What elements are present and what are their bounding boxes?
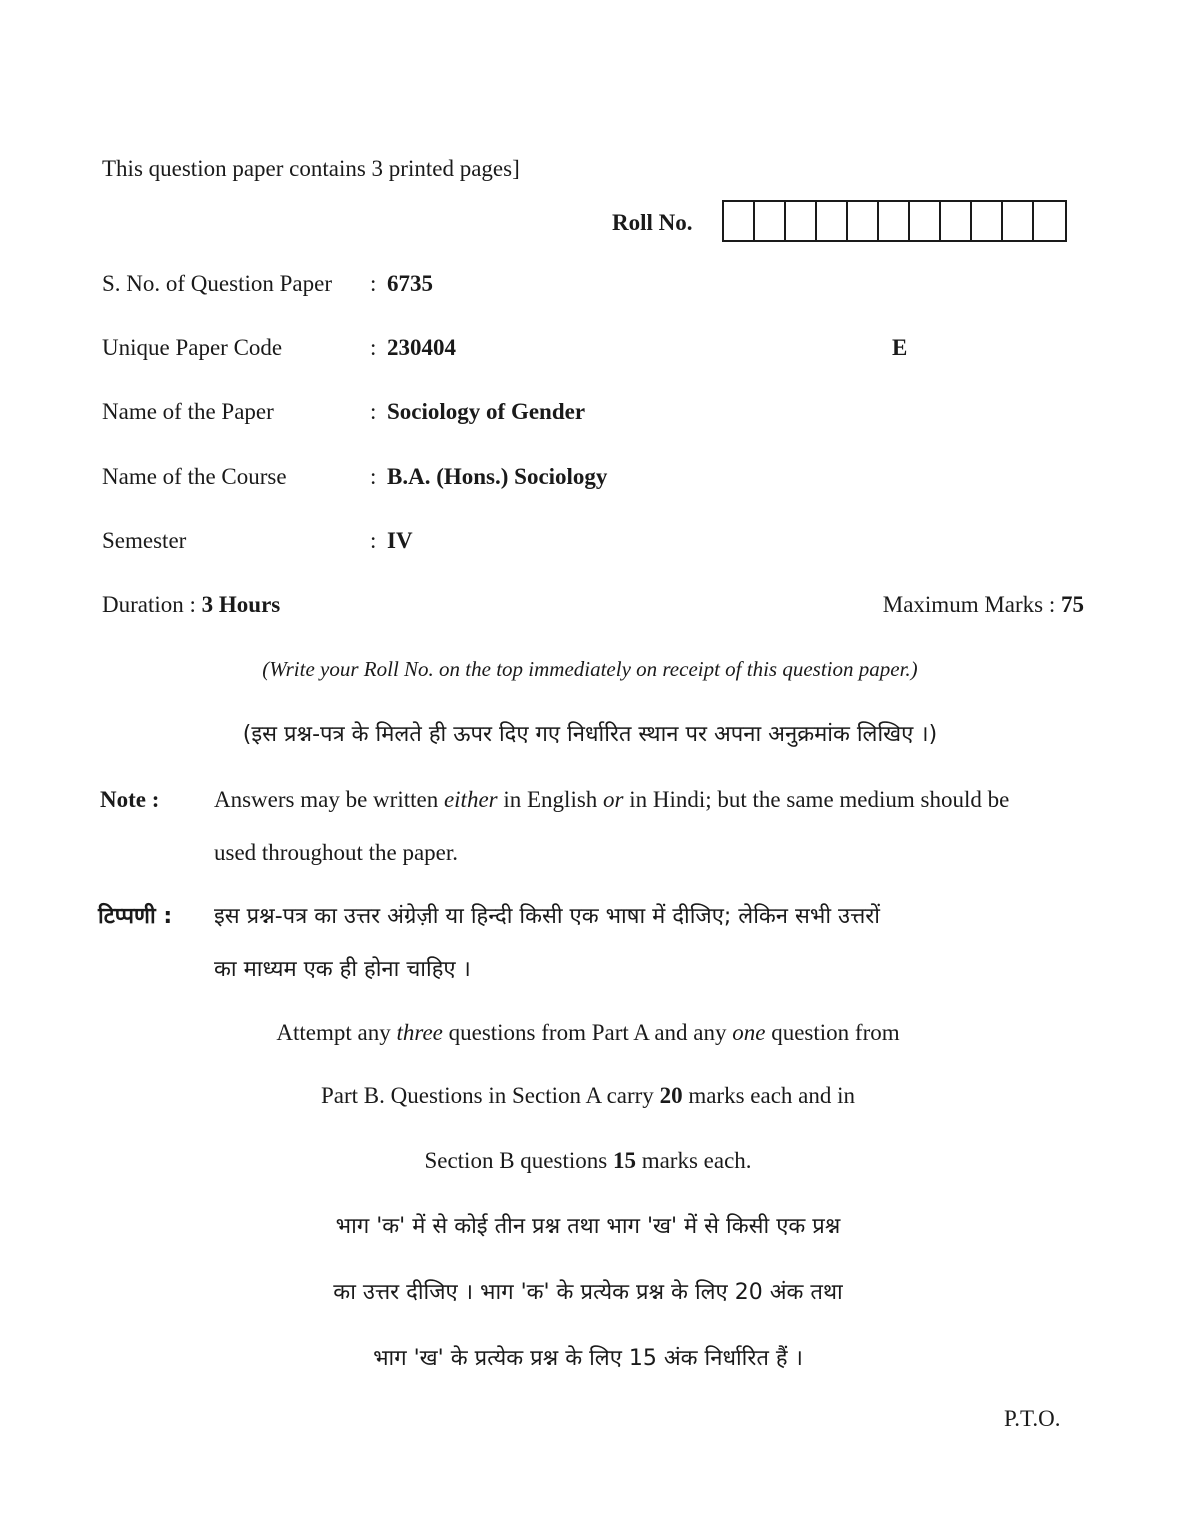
roll-no-digit-box[interactable] [817, 202, 848, 240]
sno-label: S. No. of Question Paper [102, 271, 332, 296]
roll-no-digit-box[interactable] [941, 202, 972, 240]
note-hindi-label: टिप्पणी : [98, 904, 173, 929]
attempt-line2 [0, 1083, 1176, 1109]
attempt-hindi-line2: का उत्तर दीजिए । भाग 'क' के प्रत्येक प्रश्न के लिए 20 अंक तथा [333, 1280, 843, 1305]
course-name-value: B.A. (Hons.) Sociology [387, 464, 608, 489]
roll-no-digit-box[interactable] [848, 202, 879, 240]
roll-no-digit-box[interactable] [910, 202, 941, 240]
roll-no-digit-box[interactable] [786, 202, 817, 240]
note-text: in Hindi; but the same medium should be [623, 787, 1010, 812]
attempt-text: Section B questions [424, 1148, 613, 1173]
note-text: in English [497, 787, 604, 812]
upc-value: 230404 [387, 335, 456, 360]
attempt-text: Part B. Questions in Section A carry [320, 1083, 660, 1108]
note-hindi-line2: का माध्यम एक ही होना चाहिए । [214, 957, 471, 982]
note-text: or [603, 787, 624, 812]
attempt-text: question from [765, 1020, 900, 1045]
roll-no-digit-box[interactable] [879, 202, 910, 240]
duration [102, 592, 280, 618]
attempt-text: one [732, 1020, 766, 1045]
semester-value: IV [387, 528, 413, 553]
roll-no-digit-box[interactable] [1003, 202, 1034, 240]
pto-marker: P.T.O. [1004, 1406, 1061, 1431]
attempt-hindi-line3: भाग 'ख' के प्रत्येक प्रश्न के लिए 15 अंक निर्धारित हैं । [373, 1346, 803, 1371]
paper-name-value: Sociology of Gender [387, 399, 586, 424]
attempt-text: 20 [659, 1083, 683, 1108]
sno-separator: : [370, 271, 377, 296]
note-english-line1 [214, 787, 1009, 813]
semester-separator: : [370, 528, 377, 553]
paper-name-separator: : [370, 399, 377, 424]
upc-label: Unique Paper Code [102, 335, 283, 360]
attempt-text: 15 [612, 1148, 636, 1173]
roll-no-label: Roll No. [612, 210, 693, 235]
pages-note: This question paper contains 3 printed pages] [102, 156, 520, 181]
sno-value: 6735 [387, 271, 433, 296]
attempt-text: questions from Part A and any [442, 1020, 733, 1045]
roll-no-digit-box[interactable] [755, 202, 786, 240]
note-text: Answers may be written [214, 787, 444, 812]
note-english-line2: used throughout the paper. [214, 840, 459, 865]
roll-no-digit-box[interactable] [724, 202, 755, 240]
roll-instruction-english: (Write your Roll No. on the top immediately on receipt of this question paper.) [262, 657, 918, 681]
course-name-label: Name of the Course [102, 464, 287, 489]
max-marks [883, 592, 1084, 618]
attempt-line1 [0, 1020, 1176, 1046]
roll-no-digit-box[interactable] [1034, 202, 1065, 240]
attempt-line3 [0, 1148, 1176, 1174]
duration-value: 3 Hours [201, 592, 281, 617]
max-marks-label: Maximum Marks : [882, 592, 1056, 617]
roll-no-boxes[interactable] [722, 200, 1067, 242]
paper-name-label: Name of the Paper [102, 399, 274, 424]
note-text: either [443, 787, 498, 812]
note-label: Note : [100, 787, 160, 812]
attempt-text: Attempt any [276, 1020, 397, 1045]
course-name-separator: : [370, 464, 377, 489]
max-marks-value: 75 [1061, 592, 1084, 617]
attempt-text: marks each and in [682, 1083, 855, 1108]
roll-no-digit-box[interactable] [972, 202, 1003, 240]
attempt-hindi-line1: भाग 'क' में से कोई तीन प्रश्न तथा भाग 'ख' में से किसी एक प्रश्न [335, 1214, 841, 1239]
semester-label: Semester [102, 528, 187, 553]
attempt-text: marks each. [635, 1148, 752, 1173]
roll-instruction-hindi: (इस प्रश्न-पत्र के मिलते ही ऊपर दिए गए निर्धारित स्थान पर अपना अनुक्रमांक लिखिए ।) [242, 722, 938, 747]
attempt-text: three [396, 1020, 443, 1045]
duration-label: Duration : [102, 592, 196, 617]
upc-separator: : [370, 335, 377, 360]
note-hindi-line1: इस प्रश्न-पत्र का उत्तर अंग्रेज़ी या हिन्दी किसी एक भाषा में दीजिए; लेकिन सभी उत्तरों [214, 904, 880, 929]
set-code: E [892, 335, 908, 360]
